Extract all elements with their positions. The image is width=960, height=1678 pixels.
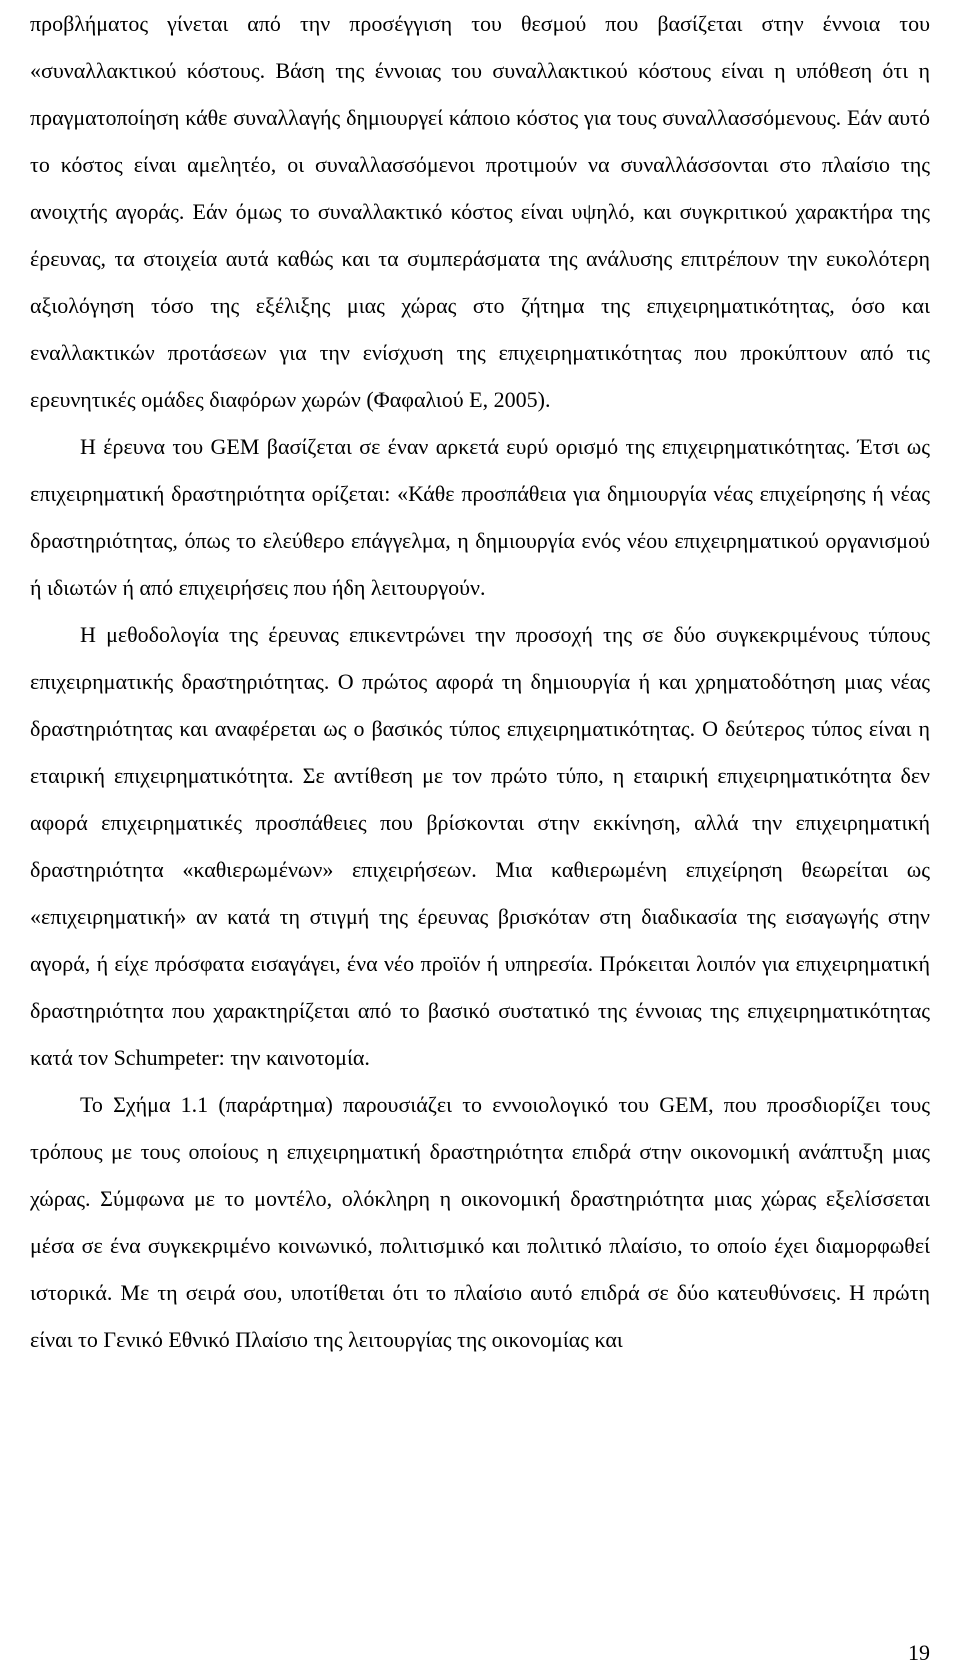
document-body [30,0,930,1363]
paragraph-4: Το Σχήμα 1.1 (παράρτημα) παρουσιάζει το εννοιολογικό του GEM, που προσδιορίζει τους τρόπους με τους οποίους η επιχειρηματική δραστηριότητα επιδρά στην οικονομική ανάπτυξη μιας χώρας. Σύμφωνα με το μοντέλο, ολόκληρη η οικονομική δραστηριότητα μιας χώρας εξελίσσεται μέσα σε ένα συγκεκριμένο κοινωνικό, πολιτισμικό και πολιτικό πλαίσιο, το οποίο έχει διαμορφωθεί ιστορικά. Με τη σειρά σου, υποτίθεται ότι το πλαίσιο αυτό επιδρά σε δύο κατευθύνσεις. Η πρώτη είναι το Γενικό Εθνικό Πλαίσιο της λειτουργίας της οικονομίας και [30,1092,930,1352]
page-number: 19 [908,1640,930,1665]
paragraph-1: προβλήματος γίνεται από την προσέγγιση του θεσμού που βασίζεται στην έννοια του «συναλλακτικού κόστους. Βάση της έννοιας του συναλλακτικού κόστους είναι η υπόθεση ότι η πραγματοποίηση κάθε συναλλαγής δημιουργεί κάποιο κόστος για τους συναλλασσόμενους. Εάν αυτό το κόστος είναι αμελητέο, οι συναλλασσόμενοι προτιμούν να συναλλάσσονται στο πλαίσιο της ανοιχτής αγοράς. Εάν όμως το συναλλακτικό κόστος είναι υψηλό, και συγκριτικού χαρακτήρα της έρευνας, τα στοιχεία αυτά καθώς και τα συμπεράσματα της ανάλυσης επιτρέπουν την ευκολότερη αξιολόγηση τόσο της εξέλιξης μιας χώρας στο ζήτημα της επιχειρηματικότητας, όσο και εναλλακτικών προτάσεων για την ενίσχυση της επιχειρηματικότητας που προκύπτουν από τις ερευνητικές ομάδες διαφόρων χωρών (Φαφαλιού Ε, 2005). [30,11,930,412]
paragraph-2: Η έρευνα του GEM βασίζεται σε έναν αρκετά ευρύ ορισμό της επιχειρηματικότητας. Έτσι ως επιχειρηματική δραστηριότητα ορίζεται: «Κάθε προσπάθεια για δημιουργία νέας επιχείρησης ή νέας δραστηριότητας, όπως το ελεύθερο επάγγελμα, η δημιουργία ενός νέου επιχειρηματικού οργανισμού ή ιδιωτών ή από επιχειρήσεις που ήδη λειτουργούν. [30,434,930,600]
paragraph-3: Η μεθοδολογία της έρευνας επικεντρώνει την προσοχή της σε δύο συγκεκριμένους τύπους επιχειρηματικής δραστηριότητας. Ο πρώτος αφορά τη δημιουργία ή και χρηματοδότηση μιας νέας δραστηριότητας και αναφέρεται ως ο βασικός τύπος επιχειρηματικότητας. Ο δεύτερος τύπος είναι η εταιρική επιχειρηματικότητα. Σε αντίθεση με τον πρώτο τύπο, η εταιρική επιχειρηματικότητα δεν αφορά επιχειρηματικές προσπάθειες που βρίσκονται στην εκκίνηση, αλλά την επιχειρηματική δραστηριότητα «καθιερωμένων» επιχειρήσεων. Μια καθιερωμένη επιχείρηση θεωρείται ως «επιχειρηματική» αν κατά τη στιγμή της έρευνας βρισκόταν στη διαδικασία της εισαγωγής στην αγορά, ή είχε πρόσφατα εισαγάγει, ένα νέο προϊόν ή υπηρεσία. Πρόκειται λοιπόν για επιχειρηματική δραστηριότητα που χαρακτηρίζεται από το βασικό συστατικό της έννοιας της επιχειρηματικότητας κατά τον Schumpeter: την καινοτομία. [30,622,930,1070]
